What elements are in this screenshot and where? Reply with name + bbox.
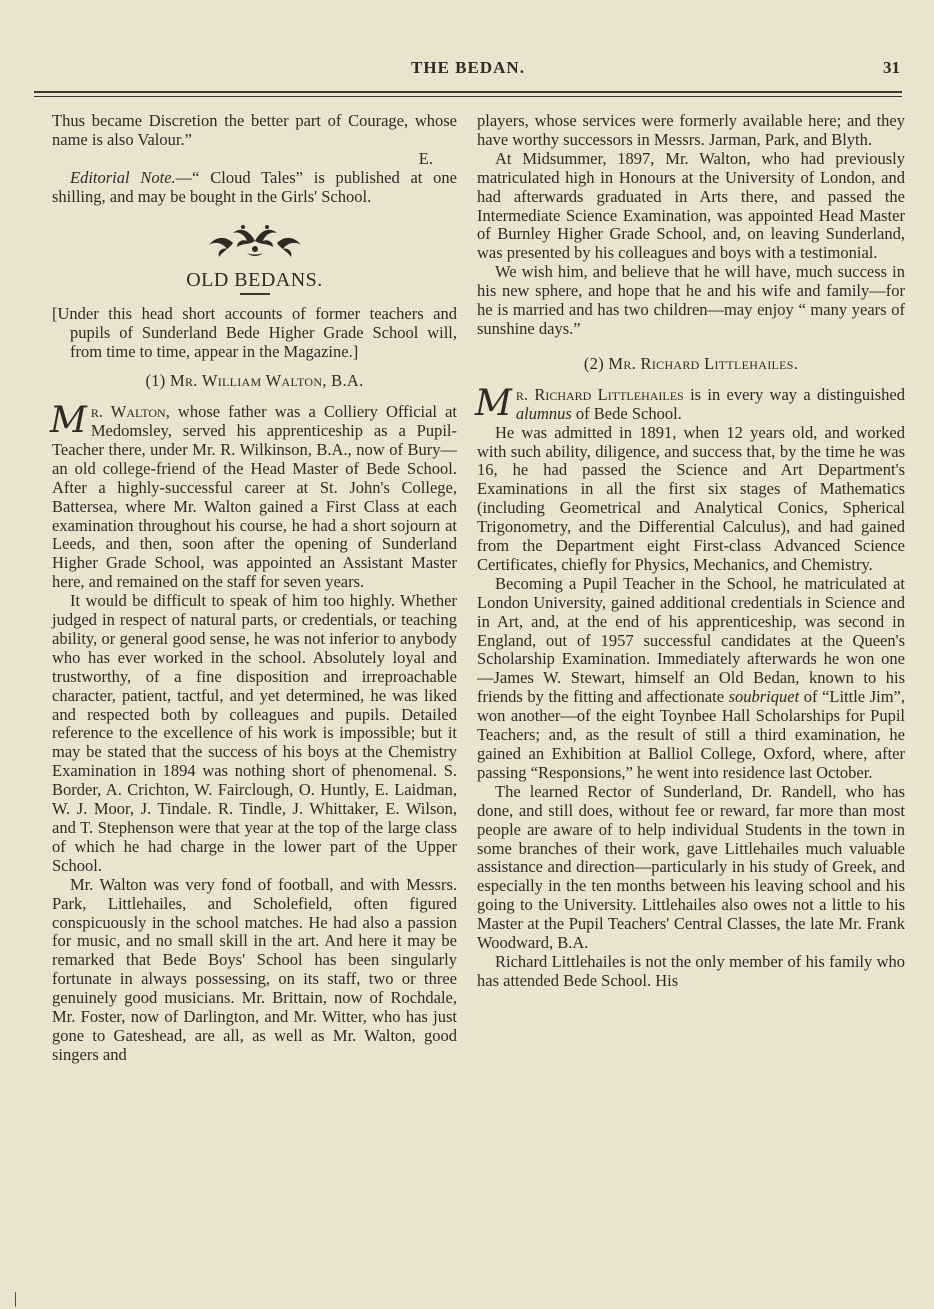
lead-in: r. Walton, bbox=[90, 402, 170, 422]
drop-cap: M bbox=[50, 400, 87, 442]
walton-paragraph-3: Mr. Walton was very fond of football, and with Messrs. Park, Littlehailes, and Scholefield, often figured conspicuously in the school matches. He had also a passion for music, and no small skill in the art. And here it may be remarked that Bede Boys' School has been singularly fortunate in always possessing, on its staff, two or three genuinely good musicians. Mr. Brittain, now of Rochdale, Mr. Foster, now of Darlington, and Mr. Witter, who has just gone to Gateshead, are all, as well as Mr. Walton, good singers and bbox=[52, 874, 457, 1064]
subhead-walton: (1) Mr. William Walton, B.A. bbox=[145, 371, 364, 391]
signature: E. bbox=[418, 148, 433, 168]
walton-paragraph-2: It would be difficult to speak of him too highly. Whether judged in respect of natural parts, or credentials, or teaching ability, or general good sense, he was not inferior to anybody who has ever worked in the school. Absolutely loyal and trustworthy, of a fine disposition and irreproachable character, patient, tactful, and yet determined, he was liked and respected both by colleagues and pupils. Detailed reference to the excellence of his work is impossible; but it may be stated that the success of his boys at the Chemistry Examination in 1894 was nothing short of phenomenal. S. Border, A. Crichton, W. Fairclough, O. Huntly, E. Laidman, W. J. Moor, J. Tindale. R. Tindle, J. Whittaker, E. Wilson, and T. Stephenson were that year at the top of the large class of which he had charge in the lower part of the Upper School. bbox=[52, 591, 457, 875]
running-header bbox=[34, 58, 902, 84]
text-run: is in every way a distinguished bbox=[683, 384, 905, 404]
section-title: OLD BEDANS. bbox=[186, 268, 323, 291]
littlehailes-paragraph-4: The learned Rector of Sunderland, Dr. Randell, who has done, and still does, without fee or reward, far more than most people are aware of to help individual Students in the town in some branches of their work, gave Littlehailes much valuable assistance and direction—particularly in his study of Greek, and especially in the ten months between his leaving school and his going to the University. Littlehailes also owes not a little to his Master at the Pupil Teachers' Central Classes, the late Mr. Frank Woodward, B.A. bbox=[477, 781, 905, 953]
littlehailes-paragraph-5: Richard Littlehailes is not the only member of his family who has attended Bede School. His bbox=[477, 951, 905, 990]
left-column bbox=[52, 112, 457, 1065]
paragraph: Thus became Discretion the better part of Courage, whose name is also Valour.” bbox=[52, 111, 457, 149]
littlehailes-paragraph-1 bbox=[475, 382, 905, 424]
subhead-littlehailes: (2) Mr. Richard Littlehailes. bbox=[583, 353, 799, 373]
littlehailes-paragraph-3 bbox=[477, 575, 905, 783]
paragraph: players, whose services were formerly available here; and they have worthy successors in Messrs. Jarman, Park, and Blyth. bbox=[477, 111, 905, 149]
floral-ornament-icon bbox=[203, 219, 307, 263]
walton-paragraph-1 bbox=[50, 400, 457, 592]
paragraph: At Midsummer, 1897, Mr. Walton, who had previously matriculated high in Honours at the University of London, and had afterwards graduated in Arts there, and passed the Intermediate Science Examination, was appointed Head Master of Burnley Higher Grade School, and, on leaving Sunderland, was presented by his colleagues and boys with a testimonial. bbox=[477, 148, 905, 263]
right-column bbox=[477, 112, 905, 991]
header-rule-thick bbox=[34, 91, 902, 93]
header-rule-thin bbox=[34, 96, 902, 97]
italic-term: soubriquet bbox=[728, 687, 800, 707]
page-number: 31 bbox=[883, 58, 900, 77]
walton-text-1: whose father was a Colliery Official at Medomsley, served his apprenticeship as a Pupil-Teacher there, under Mr. R. Wilkinson, B.A., now of Bury—an old college-friend of the Head Master of Bede School. After a highly-successful career at St. John's College, Battersea, where Mr. Walton gained a First Class at each examination throughout his course, he had a short sojourn at Leeds, and then, soon after the opening of Sunderland Higher Grade School, was appointed an Assistant Master here, and remained on the staff for seven years. bbox=[52, 402, 457, 592]
section-dash bbox=[240, 293, 270, 295]
text-run: of “Little Jim”, won another—of the eight Toynbee Hall Scholarships for Pupil Teachers; and, as the result of still a third examination, he gained an Exhibition at Balliol College, Oxford, where, after passing “Responsions,” he went into residence last October. bbox=[477, 687, 905, 782]
littlehailes-paragraph-2: He was admitted in 1891, when 12 years old, and worked with such ability, diligence, and success that, by the time he was 16, he had passed the Science and Art Department's Examinations in all the first six stages of Mathematics (including Geometrical and Analytical Conics, Spherical Trigonometry, and the Differential Calculus), and had gained from the Department eight First-class Advanced Science Certificates, chiefly for Physics, Mechanics, and Chemistry. bbox=[477, 422, 905, 574]
running-title: THE BEDAN. bbox=[411, 58, 525, 77]
drop-cap: M bbox=[475, 382, 512, 424]
lead-in: r. Richard Littlehailes bbox=[515, 384, 684, 404]
margin-mark: | bbox=[14, 1290, 18, 1307]
editorial-note bbox=[52, 169, 457, 207]
paragraph: We wish him, and believe that he will have, much success in his new sphere, and hope that he and his wife and family—for he is married and has two children—may enjoy “ many years of sunshine days.” bbox=[477, 262, 905, 338]
editorial-text: —“ Cloud Tales” is published at one shilling, and may be bought in the Girls' School. bbox=[52, 167, 457, 206]
intro-note: [Under this head short accounts of former teachers and pupils of Sunderland Bede Higher Grade School will, from time to time, appear in the Magazine.] bbox=[52, 304, 457, 362]
editorial-label: Editorial Note. bbox=[70, 167, 176, 187]
italic-term: alumnus bbox=[515, 403, 572, 423]
text-run: of Bede School. bbox=[571, 403, 682, 423]
text-run: Becoming a Pupil Teacher in the School, he matriculated at London University, gained additional credentials in Science and in Art, and, at the end of his apprenticeship, was second in England, out of 1957 successful candidates at the Queen's Scholarship Examination. Immediately afterwards he won one—James W. Stewart, himself an Old Bedan, known to his friends by the fitting and affectionate bbox=[477, 573, 905, 707]
